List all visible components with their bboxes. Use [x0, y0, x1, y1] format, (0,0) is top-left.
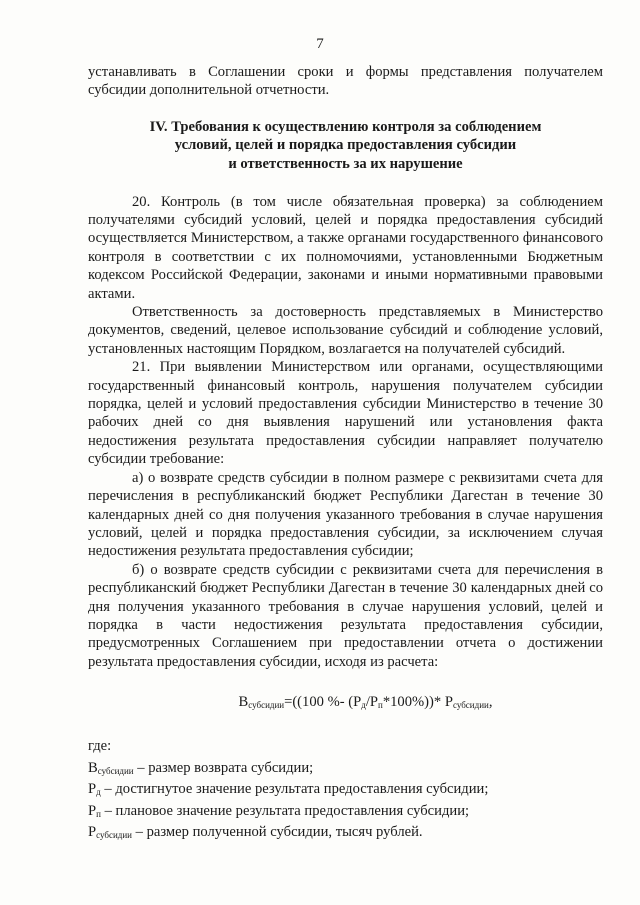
legend-subscript: п	[96, 808, 101, 819]
page-content	[88, 63, 603, 845]
formula-slash: /Р	[365, 694, 378, 711]
page-number: 7	[316, 36, 324, 52]
legend-subscript: субсидии	[97, 765, 134, 776]
legend-where: где:	[88, 737, 112, 754]
legend-item	[88, 780, 603, 801]
paragraph-responsibility: Ответственность за достоверность представляемых в Министерство документов, сведений, целевое использование субсидий и соблюдение условий, установленных настоящим Порядком, возлагается на получателей субсидий.	[88, 304, 603, 357]
legend-subscript: д	[96, 787, 101, 798]
formula-end: ,	[488, 694, 493, 711]
formula	[88, 693, 603, 714]
legend-text: – размер возврата субсидии;	[133, 759, 314, 776]
legend-item	[88, 802, 603, 823]
formula-rs-sub: субсидии	[452, 700, 489, 711]
formula-b: В	[238, 694, 249, 711]
heading-line-2: условий, целей и порядка предоставления субсидии	[174, 137, 517, 154]
legend-text: – плановое значение результата предоставления субсидии;	[100, 802, 470, 819]
legend-symbol: Р	[88, 824, 97, 841]
formula-legend	[88, 737, 603, 845]
heading-line-3: и ответственность за их нарушение	[228, 156, 463, 172]
legend-symbol: Р	[88, 802, 97, 819]
heading-line-1: IV. Требования к осуществлению контроля за соблюдением	[149, 118, 542, 135]
legend-item	[88, 759, 603, 780]
legend-subscript: субсидии	[96, 830, 132, 841]
paragraph-b: б) о возврате средств субсидии с реквизитами счета для перечисления в республиканский бюджет Республики Дагестан в течение 30 календарных дней со дня получения указанного требования в случае нарушения условий, целей и порядка в части недостижения результата предоставления субсидии, предусмотренных Соглашением при предоставлении отчета о достижении результата предоставления субсидии, исходя из расчета:	[88, 561, 603, 670]
legend-item	[88, 823, 603, 844]
legend-symbol: Р	[88, 781, 97, 798]
paragraph-21: 21. При выявлении Министерством или органами, осуществляющими государственный финансовый контроль, нарушения получателем субсидии порядка, целей и условий предоставления субсидии Министерство в течение 30 рабочих дней со дня выявления нарушений или установления факта недостижения результата предоставления субсидии направляет получателю субсидии требование:	[88, 359, 603, 468]
formula-tail: *100%))* Р	[382, 694, 453, 711]
formula-rd-sub: д	[361, 700, 366, 711]
paragraph-20: 20. Контроль (в том числе обязательная проверка) за соблюдением получателями субсидий условий, целей и порядка предоставления субсидий осуществляется Министерством, а также органами государственного финансового контроля в соответствии с их полномочиями, установленными Бюджетным кодексом Российской Федерации, законами и иными нормативными правовыми актами.	[88, 193, 603, 302]
legend-symbol: В	[88, 759, 98, 776]
formula-b-sub: субсидии	[248, 700, 285, 711]
section-heading	[88, 118, 603, 174]
legend-text: – размер полученной субсидии, тысяч рублей.	[131, 824, 423, 841]
formula-eq: =((100 %- (Р	[284, 694, 362, 711]
formula-rp-sub: п	[378, 700, 383, 711]
intro-paragraph: устанавливать в Соглашении сроки и формы представления получателем субсидии дополнительной отчетности.	[88, 64, 603, 99]
paragraph-a: а) о возврате средств субсидии в полном размере с реквизитами счета для перечисления в республиканский бюджет Республики Дагестан в течение 30 календарных дней со дня получения указанного требования в случае нарушения условий, целей и порядка предоставления субсидии, за исключением случая недостижения результата предоставления субсидии;	[88, 469, 603, 560]
legend-text: – достигнутое значение результата предоставления субсидии;	[100, 781, 489, 798]
